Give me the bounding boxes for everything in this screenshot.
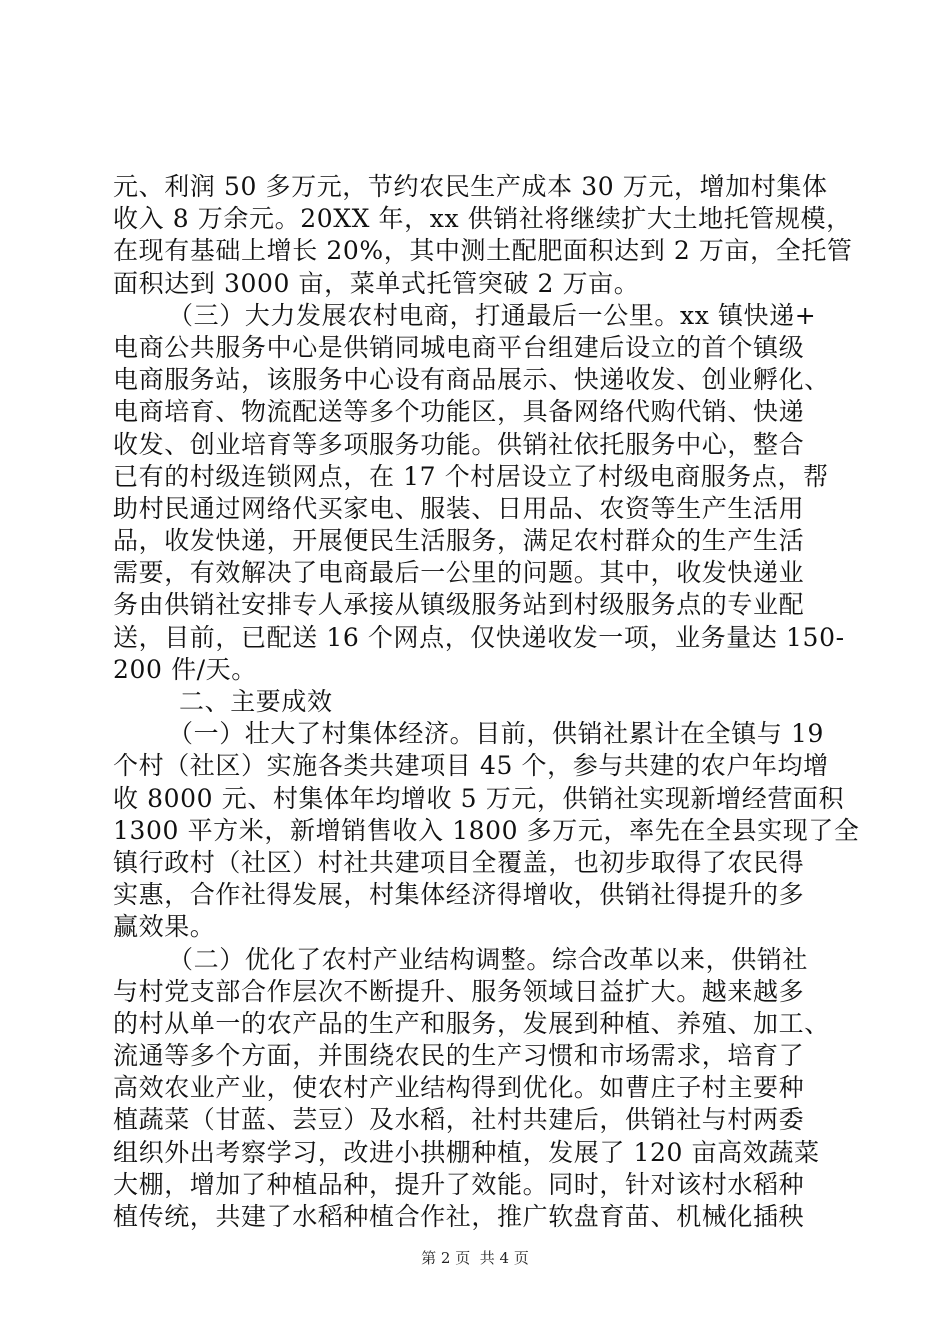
text-line: 个村（社区）实施各类共建项目 45 个，参与共建的农户年均增: [113, 751, 829, 781]
text-line: 200 件/天。: [113, 654, 257, 684]
text-line: 与村党支部合作层次不断提升、服务领域日益扩大。越来越多: [113, 976, 805, 1006]
text-line: 1300 平方米，新增销售收入 1800 多万元，率先在全县实现了全: [113, 815, 860, 845]
text-line: 收入 8 万余元。20XX 年，xx 供销社将继续扩大土地托管规模，: [113, 204, 852, 234]
text-line: 已有的村级连锁网点，在 17 个村居设立了村级电商服务点，帮: [113, 461, 829, 491]
text-line: 需要，有效解决了电商最后一公里的问题。其中，收发快递业: [113, 558, 805, 588]
text-line: 赢效果。: [113, 912, 216, 942]
text-line: 实惠，合作社得发展，村集体经济得增收，供销社得提升的多: [113, 880, 805, 910]
text-line: 电商公共服务中心是供销同城电商平台组建后设立的首个镇级: [113, 332, 805, 362]
text-line: 助村民通过网络代买家电、服装、日用品、农资等生产生活用: [113, 493, 805, 523]
text-line: 大棚，增加了种植品种，提升了效能。同时，针对该村水稻种: [113, 1169, 805, 1199]
text-line: 收 8000 元、村集体年均增收 5 万元，供销社实现新增经营面积: [113, 783, 845, 813]
text-line: 植蔬菜（甘蓝、芸豆）及水稻，社村共建后，供销社与村两委: [113, 1105, 805, 1135]
paragraph-start-line: （一）壮大了村集体经济。目前，供销社累计在全镇与 19: [168, 719, 824, 749]
text-line: 电商服务站，该服务中心设有商品展示、快递收发、创业孵化、: [113, 365, 830, 395]
text-line: 组织外出考察学习，改进小拱棚种植，发展了 120 亩高效蔬菜: [113, 1137, 820, 1167]
text-line: 植传统，共建了水稻种植合作社，推广软盘育苗、机械化插秧: [113, 1202, 805, 1231]
text-line: 在现有基础上增长 20%，其中测土配肥面积达到 2 万亩，全托管: [113, 236, 853, 266]
text-line: 收发、创业培育等多项服务功能。供销社依托服务中心，整合: [113, 429, 805, 459]
text-line: 元、利润 50 多万元，节约农民生产成本 30 万元，增加村集体: [113, 172, 828, 201]
text-line: 品，收发快递，开展便民生活服务，满足农村群众的生产生活: [113, 526, 805, 556]
text-line: 流通等多个方面，并围绕农民的生产习惯和市场需求，培育了: [113, 1041, 805, 1071]
text-line: 务由供销社安排专人承接从镇级服务站到村级服务点的专业配: [113, 590, 805, 620]
text-line: 电商培育、物流配送等多个功能区，具备网络代购代销、快递: [113, 397, 805, 427]
document-body: [113, 171, 860, 1233]
text-line: 面积达到 3000 亩，菜单式托管突破 2 万亩。: [113, 268, 640, 298]
text-line: 镇行政村（社区）村社共建项目全覆盖，也初步取得了农民得: [113, 847, 805, 877]
text-line: 的村从单一的农产品的生产和服务，发展到种植、养殖、加工、: [113, 1008, 830, 1038]
text-line: 送，目前，已配送 16 个网点，仅快递收发一项，业务量达 150-: [113, 622, 845, 652]
text-line: 高效农业产业，使农村产业结构得到优化。如曹庄子村主要种: [113, 1073, 805, 1103]
paragraph-start-line: （二）优化了农村产业结构调整。综合改革以来，供销社: [168, 944, 809, 974]
paragraph-start-line: （三）大力发展农村电商，打通最后一公里。xx 镇快递+: [168, 300, 817, 330]
page-footer: 第 2 页 共 4 页: [421, 1249, 529, 1267]
section-heading: 二、主要成效: [179, 687, 333, 716]
